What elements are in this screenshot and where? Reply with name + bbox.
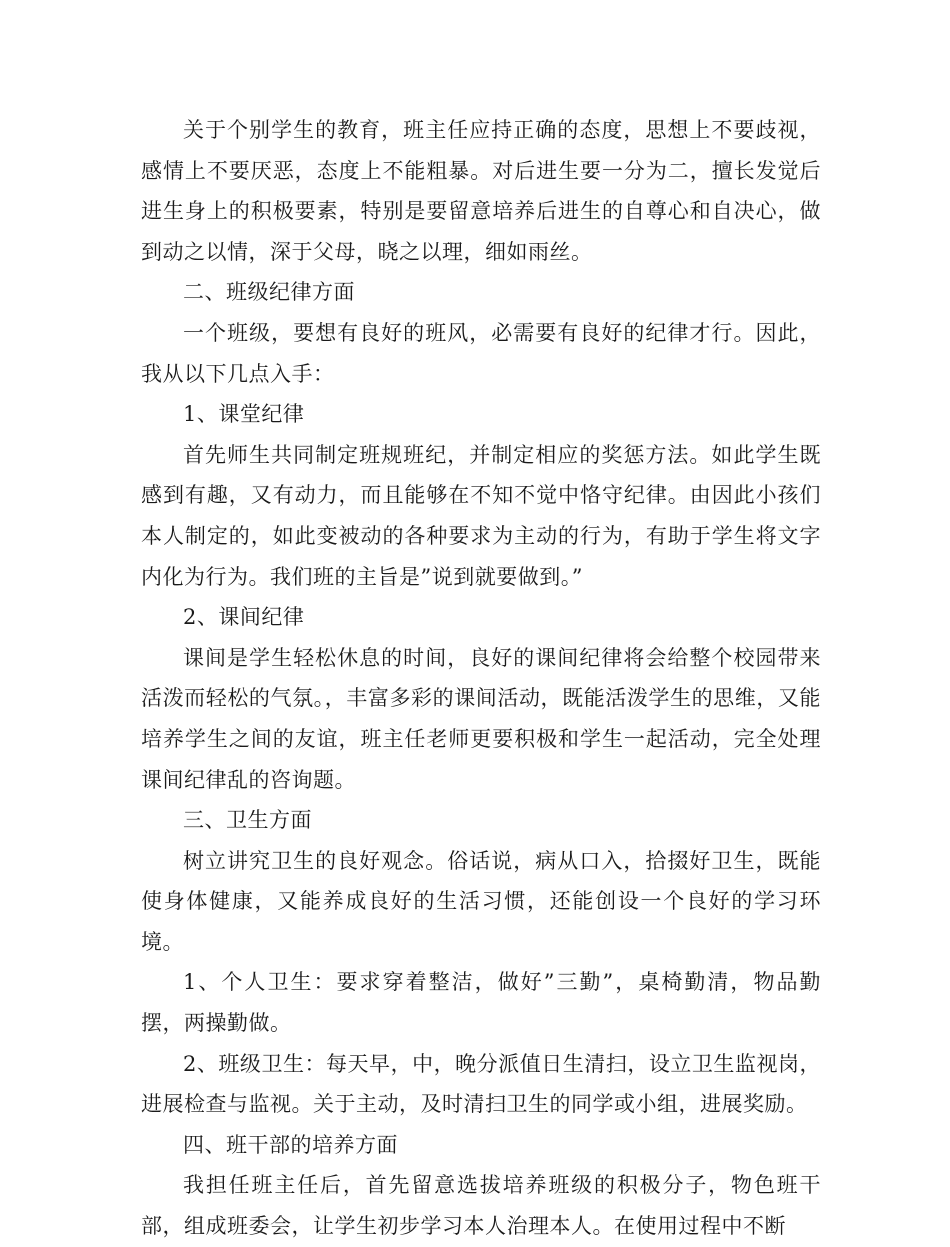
document-body [141,110,821,1247]
paragraph-hygiene-intro: 树立讲究卫生的良好观念。俗话说，病从口入，拾掇好卫生，既能使身体健康，又能养成良好的生活习惯，还能创设一个良好的学习环境。 [141,848,821,954]
heading-class-cadres: 四、班干部的培养方面 [183,1132,398,1157]
paragraph-class-cadres: 我担任班主任后，首先留意选拔培养班级的积极分子，物色班干部，组成班委会，让学生初步学习本人治理本人。在使用过程中不断 [141,1173,821,1239]
heading-classroom-discipline: 1、课堂纪律 [183,402,305,427]
paragraph-break-discipline: 课间是学生轻松休息的时间，良好的课间纪律将会给整个校园带来活泼而轻松的气氛。，丰富多彩的课间活动，既能活泼学生的思维，又能培养学生之间的友谊，班主任老师更要积极和学生一起活动，完全处理课间纪律乱的咨询题。 [141,645,821,792]
heading-class-discipline: 二、班级纪律方面 [183,280,355,305]
paragraph-classroom-discipline: 首先师生共同制定班规班纪，并制定相应的奖惩方法。如此学生既感到有趣，又有动力，而且能够在不知不觉中恪守纪律。由因此小孩们本人制定的，如此变被动的各种要求为主动的行为，有助于学生将文字内化为行为。我们班的主旨是”说到就要做到。” [141,442,821,589]
paragraph-class-hygiene: 2、班级卫生：每天早，中，晚分派值日生清扫，设立卫生监视岗，进展检查与监视。关于主动，及时清扫卫生的同学或小组，进展奖励。 [141,1051,821,1117]
paragraph-discipline-intro: 一个班级，要想有良好的班风，必需要有良好的纪律才行。因此，我从以下几点入手： [141,320,821,386]
paragraph-individual-students: 关于个别学生的教育，班主任应持正确的态度，思想上不要歧视，感情上不要厌恶，态度上不能粗暴。对后进生要一分为二，擅长发觉后进生身上的积极要素，特别是要留意培养后进生的自尊心和自决心，做到动之以情，深于父母，晓之以理，细如雨丝。 [141,118,821,264]
paragraph-personal-hygiene: 1、个人卫生：要求穿着整洁，做好”三勤”，桌椅勤清，物品勤摆，两操勤做。 [141,970,821,1036]
heading-hygiene: 三、卫生方面 [183,808,312,833]
heading-break-discipline: 2、课间纪律 [183,605,305,630]
